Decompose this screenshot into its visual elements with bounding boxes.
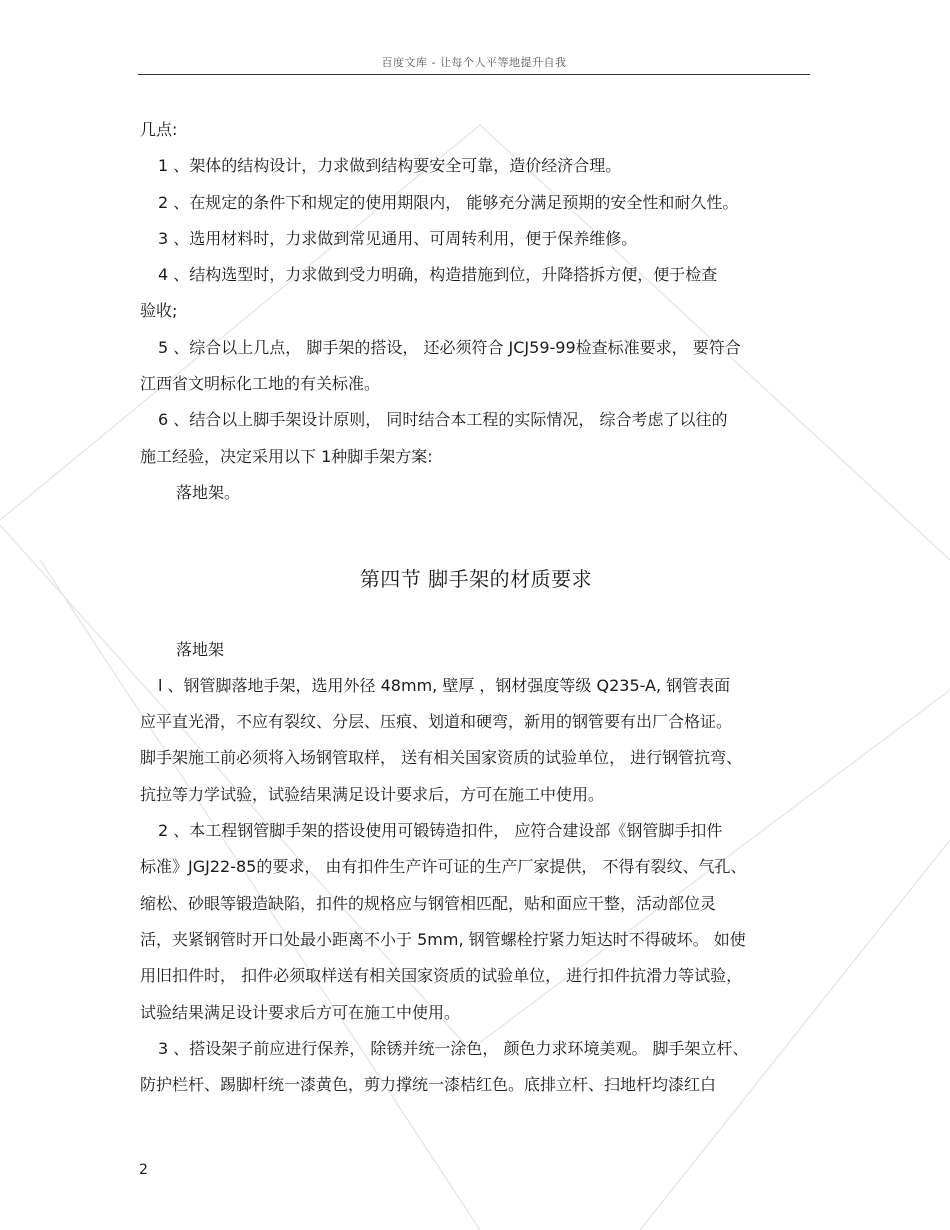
paragraph-line: 5 、综合以上几点， 脚手架的搭设， 还必须符合 JCJ59-99检查标准要求， 要符合 xyxy=(158,337,741,357)
paragraph-line: 1 、架体的结构设计，力求做到结构要安全可靠，造价经济合理。 xyxy=(158,156,622,176)
paragraph-line: 标准》JGJ22-85的要求， 由有扣件生产许可证的生产厂家提供， 不得有裂纹、气孔、 xyxy=(140,857,747,877)
paragraph-line: 落地架 xyxy=(176,639,225,659)
paragraph-line: 活，夹紧钢管时开口处最小距离不小于 5mm, 钢管螺栓拧紧力矩达时不得破坏。 如使 xyxy=(140,929,746,949)
paragraph-line: 缩松、砂眼等锻造缺陷，扣件的规格应与钢管相匹配，贴和面应干整，活动部位灵 xyxy=(140,893,717,913)
paragraph-line: l 、钢管脚落地手架，选用外径 48mm, 壁厚 ，钢材强度等级 Q235-A, 钢管表面 xyxy=(158,675,731,695)
paragraph-line: 6 、结合以上脚手架设计原则， 同时结合本工程的实际情况， 综合考虑了以往的 xyxy=(158,410,728,430)
paragraph-line: 验收; xyxy=(140,301,178,321)
paragraph-line: 应平直光滑，不应有裂纹、分层、压痕、划道和硬弯，新用的钢管要有出厂合格证。 xyxy=(140,712,733,732)
paragraph-line: 落地架。 xyxy=(176,482,241,502)
paragraph-line: 施工经验，决定采用以下 1种脚手架方案: xyxy=(140,446,433,466)
paragraph-line: 用旧扣件时， 扣件必须取样送有相关国家资质的试验单位， 进行扣件抗滑力等试验， xyxy=(140,966,743,986)
paragraph-line: 试验结果满足设计要求后方可在施工中使用。 xyxy=(140,1002,461,1022)
paragraph-line: 防护栏杆、踢脚杆统一漆黄色，剪力撑统一漆桔红色。底排立杆、扫地杆均漆红白 xyxy=(140,1075,717,1095)
paragraph-line: 脚手架施工前必须将入场钢管取样， 送有相关国家资质的试验单位， 进行钢管抗弯、 xyxy=(140,748,743,768)
header-text: 百度文库 - 让每个人平等地提升自我 xyxy=(381,56,567,69)
paragraph-line: 3 、选用材料时，力求做到常见通用、可周转利用，便于保养维修。 xyxy=(158,228,638,248)
page-header xyxy=(138,54,810,75)
paragraph-line: 江西省文明标化工地的有关标准。 xyxy=(140,374,381,394)
paragraph-line: 抗拉等力学试验，试验结果满足设计要求后，方可在施工中使用。 xyxy=(140,784,605,804)
paragraph-line: 3 、搭设架子前应进行保养， 除锈并统一涂色， 颜色力求环境美观。 脚手架立杆、 xyxy=(158,1038,749,1058)
section-title: 第四节 脚手架的材质要求 xyxy=(359,567,593,592)
paragraph-line: 几点: xyxy=(140,120,178,139)
page-number: 2 xyxy=(139,1162,148,1178)
paragraph-line: 2 、本工程钢管脚手架的搭设使用可锻铸造扣件， 应符合建设部《钢管脚手扣件 xyxy=(158,821,723,841)
paragraph-line: 4 、结构选型时，力求做到受力明确，构造措施到位，升降搭拆方便，便于检查 xyxy=(158,265,718,285)
document-body xyxy=(140,112,812,1103)
paragraph-line: 2 、在规定的条件下和规定的使用期限内， 能够充分满足预期的安全性和耐久性。 xyxy=(158,192,739,212)
